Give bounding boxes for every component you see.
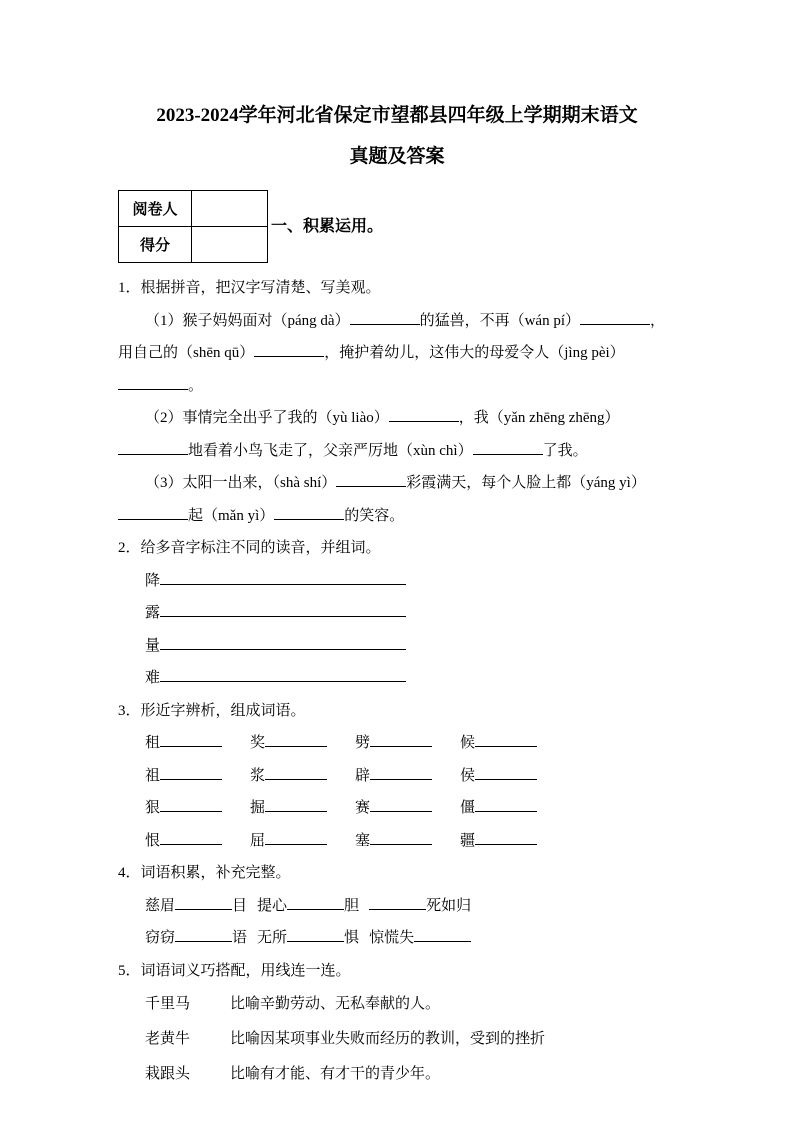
answer-blank[interactable]	[475, 797, 537, 812]
grader-label: 阅卷人	[119, 191, 192, 227]
answer-blank[interactable]	[369, 895, 426, 910]
q2-item	[118, 597, 676, 630]
q3-cell	[250, 760, 355, 793]
q1-stem: 1．根据拼音，把汉字写清楚、写美观。	[118, 280, 381, 296]
idiom-item	[257, 898, 359, 914]
answer-blank[interactable]	[580, 310, 650, 325]
answer-blank[interactable]	[265, 765, 327, 780]
q4-line	[118, 890, 676, 923]
match-row	[118, 1057, 676, 1092]
text-segment: ，用自己的（shēn qū）	[118, 312, 666, 361]
answer-blank[interactable]	[370, 830, 432, 845]
text-segment: 地看着小鸟飞走了，父亲严厉地（xùn chì）	[188, 442, 473, 459]
match-definition[interactable]: 比喻辛勤劳动、无私奉献的人。	[230, 996, 441, 1012]
answer-blank[interactable]	[475, 830, 537, 845]
match-definition[interactable]: 比喻因某项事业失败而经历的教训，受到的挫折	[230, 1031, 546, 1047]
answer-blank[interactable]	[274, 505, 344, 520]
answer-blank[interactable]	[160, 732, 222, 747]
answer-blank[interactable]	[118, 505, 188, 520]
q3-cell	[145, 727, 250, 760]
answer-blank[interactable]	[254, 342, 324, 357]
character: 劈	[355, 735, 371, 751]
answer-blank[interactable]	[287, 895, 344, 910]
character: 僵	[460, 800, 476, 816]
score-table	[118, 190, 268, 263]
answer-blank[interactable]	[389, 407, 459, 422]
answer-blank[interactable]	[160, 797, 222, 812]
q2-item	[118, 630, 676, 663]
answer-blank[interactable]	[265, 830, 327, 845]
q3-cell	[460, 727, 565, 760]
q3-cell	[355, 727, 460, 760]
character: 掘	[250, 800, 266, 816]
table-row	[119, 191, 268, 227]
q2-stem: 2．给多音字标注不同的读音，并组词。	[118, 540, 381, 556]
text-segment: 提心	[257, 897, 288, 914]
answer-blank[interactable]	[160, 830, 222, 845]
character: 候	[460, 735, 476, 751]
polyphonic-char: 量	[145, 637, 161, 654]
text-segment: 彩霞满天，每个人脸上都（yáng yì）	[406, 475, 646, 491]
text-segment: ，掩护着幼儿，这伟大的母爱令人（jìng pèi）	[324, 345, 625, 361]
character: 屈	[250, 832, 266, 849]
match-row	[118, 1022, 676, 1057]
q3-cell	[145, 760, 250, 793]
q3-row	[118, 760, 676, 793]
answer-blank[interactable]	[160, 765, 222, 780]
character: 辟	[355, 767, 371, 784]
answer-blank[interactable]	[160, 602, 406, 617]
text-segment: 惧	[344, 930, 360, 946]
q3-cell	[460, 792, 565, 825]
q1-part-1	[118, 305, 676, 403]
text-segment: （2）事情完全出乎了我的（yù liào）	[145, 410, 389, 426]
character: 租	[145, 735, 161, 751]
q2-item	[118, 662, 676, 695]
text-segment: 的笑容。	[344, 507, 405, 524]
q1-part-3	[118, 467, 676, 532]
q3-cell	[355, 825, 460, 858]
idiom-item	[369, 930, 471, 946]
text-segment: 惊慌失	[369, 930, 415, 946]
q4-line	[118, 922, 676, 955]
text-segment: 死如归	[426, 897, 472, 914]
answer-blank[interactable]	[118, 375, 188, 390]
q3-cell	[145, 792, 250, 825]
score-label: 得分	[119, 227, 192, 263]
character: 侯	[460, 767, 476, 784]
text-segment: 起（mǎn yì）	[188, 507, 275, 524]
table-row	[119, 227, 268, 263]
character: 塞	[355, 832, 371, 849]
page-title	[118, 95, 676, 177]
q3-cell	[355, 792, 460, 825]
character: 恨	[145, 832, 161, 849]
answer-blank[interactable]	[160, 667, 406, 682]
match-definition[interactable]: 比喻有才能、有才干的青少年。	[230, 1066, 441, 1082]
page-title-line1: 2023-2024学年河北省保定市望都县四年级上学期期末语文	[156, 105, 638, 126]
character: 疆	[460, 832, 476, 849]
text-segment: 无所	[257, 930, 288, 946]
text-segment: 窃窃	[145, 930, 176, 946]
answer-blank[interactable]	[473, 440, 543, 455]
q3-cell	[460, 825, 565, 858]
q1-part-2	[118, 402, 676, 467]
answer-blank[interactable]	[336, 472, 406, 487]
idiom-item	[257, 930, 359, 946]
text-segment: 目	[232, 897, 248, 914]
answer-blank[interactable]	[118, 440, 188, 455]
section-heading: 一、积累运用。	[271, 217, 384, 235]
q3-cell	[250, 727, 355, 760]
text-segment: 了我。	[542, 442, 588, 459]
answer-blank[interactable]	[265, 797, 327, 812]
answer-blank[interactable]	[370, 797, 432, 812]
answer-blank[interactable]	[370, 765, 432, 780]
text-segment: 胆	[344, 897, 360, 914]
match-term[interactable]: 栽跟头	[145, 1066, 191, 1082]
text-segment: 语	[232, 930, 248, 946]
answer-blank[interactable]	[475, 765, 537, 780]
grader-input-cell[interactable]	[192, 191, 268, 227]
text-segment: 慈眉	[145, 897, 176, 914]
header-row	[118, 190, 676, 263]
answer-blank[interactable]	[160, 635, 406, 650]
text-segment: 的猛兽，不再（wán pí）	[419, 312, 580, 329]
idiom-item	[145, 898, 247, 914]
answer-blank[interactable]	[160, 570, 406, 585]
match-term[interactable]: 千里马	[145, 996, 191, 1012]
answer-blank[interactable]	[265, 732, 327, 747]
character: 狠	[145, 800, 161, 816]
q3-cell	[460, 760, 565, 793]
page-title-line2: 真题及答案	[349, 146, 445, 167]
character: 浆	[250, 767, 266, 784]
character: 祖	[145, 767, 161, 784]
answer-blank[interactable]	[175, 927, 232, 942]
answer-blank[interactable]	[475, 732, 537, 747]
q3-stem: 3．形近字辨析，组成词语。	[118, 702, 306, 719]
q3-cell	[250, 825, 355, 858]
q3-cell	[145, 825, 250, 858]
text-segment: （3）太阳一出来，（shà shí）	[145, 475, 337, 491]
q4-stem: 4．词语积累，补充完整。	[118, 865, 291, 881]
q3-row	[118, 727, 676, 760]
answer-blank[interactable]	[414, 927, 471, 942]
polyphonic-char: 露	[145, 605, 161, 621]
answer-blank[interactable]	[287, 927, 344, 942]
match-term[interactable]: 老黄牛	[145, 1031, 191, 1047]
q3-cell	[250, 792, 355, 825]
text-segment: ，我（yǎn zhēng zhēng）	[458, 410, 620, 426]
idiom-item	[369, 898, 471, 914]
q3-row	[118, 792, 676, 825]
text-segment: （1）猴子妈妈面对（páng dà）	[145, 312, 350, 329]
polyphonic-char: 降	[145, 572, 161, 589]
character: 赛	[355, 800, 371, 816]
q5-stem: 5．词语词义巧搭配，用线连一连。	[118, 962, 351, 979]
q3-row	[118, 825, 676, 858]
character: 奖	[250, 735, 266, 751]
q2-item	[118, 565, 676, 598]
answer-blank[interactable]	[175, 895, 232, 910]
text-segment: 。	[188, 377, 204, 394]
polyphonic-char: 难	[145, 670, 161, 686]
match-row	[118, 987, 676, 1022]
answer-blank[interactable]	[350, 310, 420, 325]
answer-blank[interactable]	[370, 732, 432, 747]
q3-cell	[355, 760, 460, 793]
score-input-cell[interactable]	[192, 227, 268, 263]
idiom-item	[145, 930, 247, 946]
